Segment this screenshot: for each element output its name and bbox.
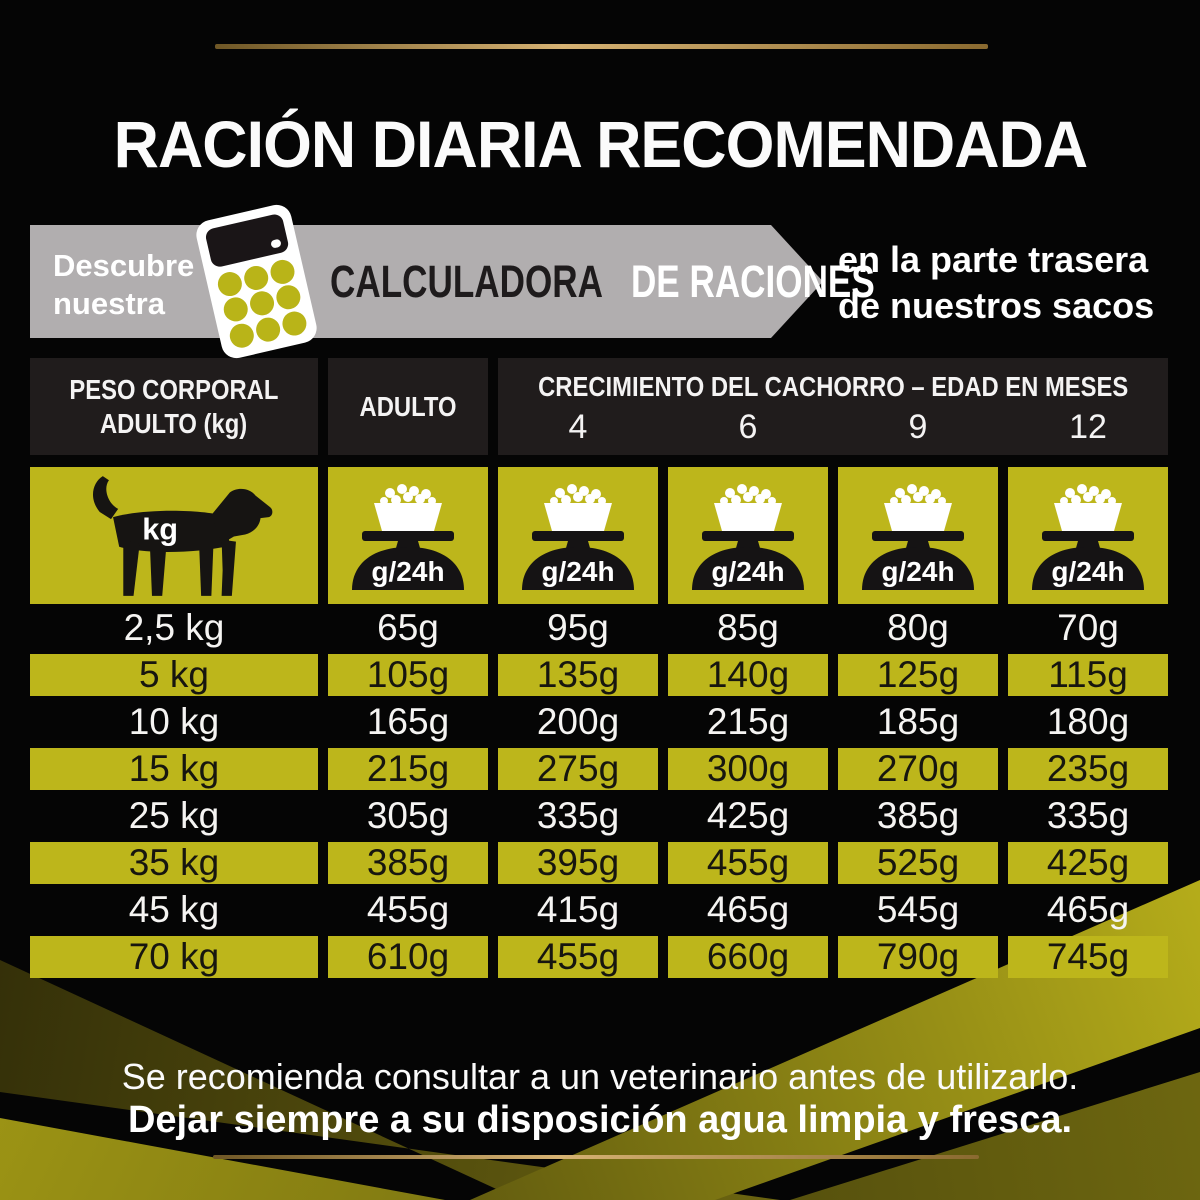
- unit-label: g/24h: [881, 556, 955, 587]
- value-cell: 140g: [668, 651, 828, 699]
- value-cell: 610g: [328, 933, 488, 981]
- weight-cell: 70 kg: [30, 933, 318, 981]
- month-label-4: 4: [568, 408, 588, 446]
- value-cell: 660g: [668, 933, 828, 981]
- table-icon-row: [30, 467, 1168, 604]
- gold-divider-top: [215, 44, 988, 49]
- scale-icon: [328, 467, 488, 604]
- value-cell: 215g: [328, 745, 488, 793]
- calculator-key: [247, 290, 276, 319]
- table-row: [30, 698, 1168, 745]
- dog-weight-cell: [30, 467, 318, 604]
- value-cell: 65g: [377, 606, 439, 648]
- month-labels: [498, 410, 1168, 444]
- value-cell: 235g: [1008, 745, 1168, 793]
- value-cell: 335g: [536, 794, 620, 836]
- value-cell: 425g: [1008, 839, 1168, 887]
- promo-right-line1: en la parte trasera: [838, 239, 1149, 280]
- scale-icon: [1008, 467, 1168, 604]
- promo-left-line1: Descubre: [53, 248, 195, 283]
- value-cell: 385g: [328, 839, 488, 887]
- dog-icon: [72, 472, 277, 599]
- value-cell: 85g: [717, 606, 779, 648]
- value-cell: 105g: [328, 651, 488, 699]
- value-cell: 215g: [706, 700, 790, 742]
- value-cell: 455g: [668, 839, 828, 887]
- value-cell: 455g: [366, 888, 450, 930]
- promo-label-dark: CALCULADORA: [330, 255, 602, 307]
- calculator-key: [241, 264, 270, 293]
- footer-note-2: Dejar siempre a su disposición agua limpia y fresca.: [127, 1099, 1073, 1141]
- value-cell: 165g: [366, 700, 450, 742]
- value-cell: 70g: [1057, 606, 1119, 648]
- table-row: [30, 651, 1168, 698]
- weight-cell: 2,5 kg: [123, 606, 225, 648]
- value-cell: 465g: [1046, 888, 1130, 930]
- value-cell: 305g: [366, 794, 450, 836]
- weight-cell: 35 kg: [30, 839, 318, 887]
- value-cell: 425g: [706, 794, 790, 836]
- calculator-key: [221, 296, 250, 325]
- calculator-key: [268, 258, 297, 287]
- table-row: [30, 933, 1168, 980]
- value-cell: 415g: [536, 888, 620, 930]
- month-label-6: 6: [738, 408, 758, 446]
- promo-calculator-label: [330, 225, 1028, 338]
- gold-divider-bottom: [213, 1155, 979, 1159]
- calculator-key: [215, 270, 244, 299]
- value-cell: 455g: [498, 933, 658, 981]
- portion-scale-cell: [498, 467, 658, 604]
- calculator-keypad: [213, 256, 310, 351]
- scale-icon: [498, 467, 658, 604]
- promo-left-line2: nuestra: [53, 286, 165, 321]
- value-cell: 180g: [1046, 700, 1130, 742]
- value-cell: 465g: [706, 888, 790, 930]
- footer-note-1: Se recomienda consultar a un veterinario antes de utilizarlo.: [121, 1056, 1079, 1097]
- table-row: [30, 839, 1168, 886]
- header-growth: CRECIMIENTO DEL CACHORRO – EDAD EN MESES 4 6 9 12: [498, 358, 1168, 455]
- promo-left-text: [53, 247, 194, 323]
- portion-scale-cell: [838, 467, 998, 604]
- promo-right-line2: de nuestros sacos: [838, 285, 1155, 326]
- portion-scale-cell: [1008, 467, 1168, 604]
- value-cell: 135g: [498, 651, 658, 699]
- calculator-key: [274, 283, 303, 312]
- unit-label: g/24h: [1051, 556, 1125, 587]
- header-weight: PESO CORPORAL ADULTO (kg): [30, 358, 318, 455]
- table-row: [30, 792, 1168, 839]
- unit-label: g/24h: [371, 556, 445, 587]
- table-row: [30, 745, 1168, 792]
- portion-scale-cell: [668, 467, 828, 604]
- weight-cell: 25 kg: [128, 794, 220, 836]
- table-row: [30, 886, 1168, 933]
- portion-scale-cell: [328, 467, 488, 604]
- value-cell: 80g: [887, 606, 949, 648]
- table-body: [30, 604, 1168, 980]
- header-adult: ADULTO: [328, 358, 488, 455]
- value-cell: 385g: [876, 794, 960, 836]
- unit-label: g/24h: [711, 556, 785, 587]
- weight-cell: 15 kg: [30, 745, 318, 793]
- table-header-row: [30, 358, 1168, 455]
- value-cell: 545g: [876, 888, 960, 930]
- month-label-9: 9: [908, 408, 928, 446]
- table-row: [30, 604, 1168, 651]
- value-cell: 790g: [838, 933, 998, 981]
- kg-badge: kg: [141, 511, 178, 547]
- value-cell: 200g: [536, 700, 620, 742]
- value-cell: 300g: [668, 745, 828, 793]
- weight-cell: 5 kg: [30, 651, 318, 699]
- weight-cell: 45 kg: [128, 888, 220, 930]
- value-cell: 270g: [838, 745, 998, 793]
- value-cell: 395g: [498, 839, 658, 887]
- promo-label-light: DE RACIONES: [630, 255, 875, 307]
- value-cell: 745g: [1008, 933, 1168, 981]
- value-cell: 125g: [838, 651, 998, 699]
- month-label-12: 12: [1069, 408, 1107, 446]
- value-cell: 115g: [1008, 651, 1168, 699]
- calculator-key: [253, 315, 282, 344]
- value-cell: 275g: [498, 745, 658, 793]
- scale-icon: [838, 467, 998, 604]
- scale-icon: [668, 467, 828, 604]
- value-cell: 95g: [547, 606, 609, 648]
- feeding-table: [30, 358, 1168, 980]
- unit-label: g/24h: [541, 556, 615, 587]
- calculator-key: [227, 321, 256, 350]
- value-cell: 185g: [876, 700, 960, 742]
- value-cell: 525g: [838, 839, 998, 887]
- calculator-key: [280, 309, 309, 338]
- page-title: RACIÓN DIARIA RECOMENDADA: [113, 107, 1087, 182]
- value-cell: 335g: [1046, 794, 1130, 836]
- weight-cell: 10 kg: [128, 700, 220, 742]
